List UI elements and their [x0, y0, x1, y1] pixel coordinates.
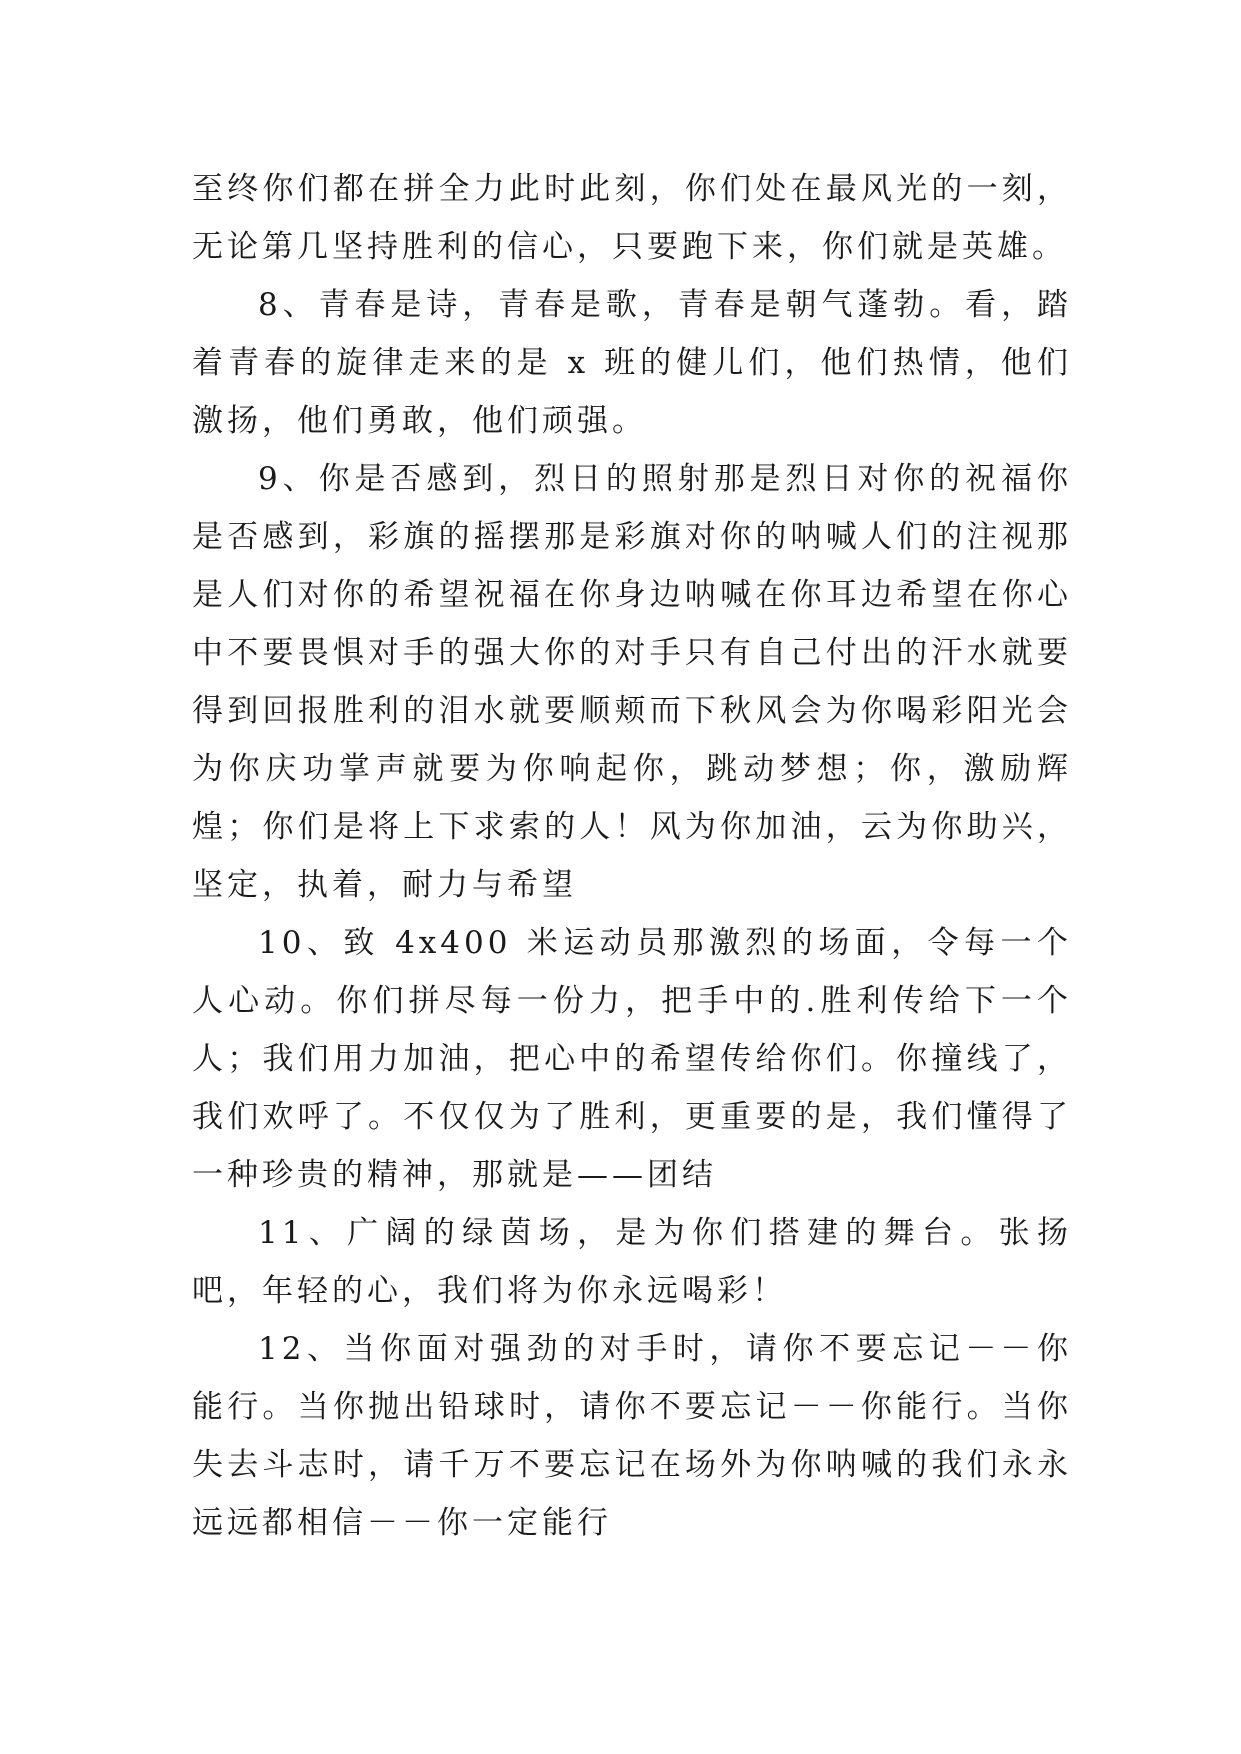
paragraph-8: 8、青春是诗，青春是歌，青春是朝气蓬勃。看，踏着青春的旋律走来的是 x 班的健儿们，他们热情，他们激扬，他们勇敢，他们顽强。 [192, 287, 1072, 439]
paragraph-12: 12、当你面对强劲的对手时，请你不要忘记－－你能行。当你抛出铅球时，请你不要忘记－－你能行。当你失去斗志时，请千万不要忘记在场外为你呐喊的我们永永远远都相信－－你一定能行 [192, 1331, 1072, 1541]
paragraph-1: 至终你们都在拼全力此时此刻，你们处在最风光的一刻，无论第几坚持胜利的信心，只要跑下来，你们就是英雄。 [192, 171, 1072, 265]
paragraph-11: 11、广阔的绿茵场，是为你们搭建的舞台。张扬吧，年轻的心，我们将为你永远喝彩！ [192, 1215, 1072, 1309]
paragraph-9: 9、你是否感到，烈日的照射那是烈日对你的祝福你是否感到，彩旗的摇摆那是彩旗对你的呐喊人们的注视那是人们对你的希望祝福在你身边呐喊在你耳边希望在你心中不要畏惧对手的强大你的对手只有自己付出的汗水就要得到回报胜利的泪水就要顺颊而下秋风会为你喝彩阳光会为你庆功掌声就要为你响起你，跳动梦想；你，激励辉煌；你们是将上下求索的人！风为你加油，云为你助兴，坚定，执着，耐力与希望 [192, 461, 1072, 903]
document-body [192, 160, 1072, 1552]
paragraph-10: 10、致 4x400 米运动员那激烈的场面，令每一个人心动。你们拼尽每一份力，把手中的.胜利传给下一个人；我们用力加油，把心中的希望传给你们。你撞线了，我们欢呼了。不仅仅为了胜利，更重要的是，我们懂得了一种珍贵的精神，那就是——团结 [192, 925, 1072, 1193]
